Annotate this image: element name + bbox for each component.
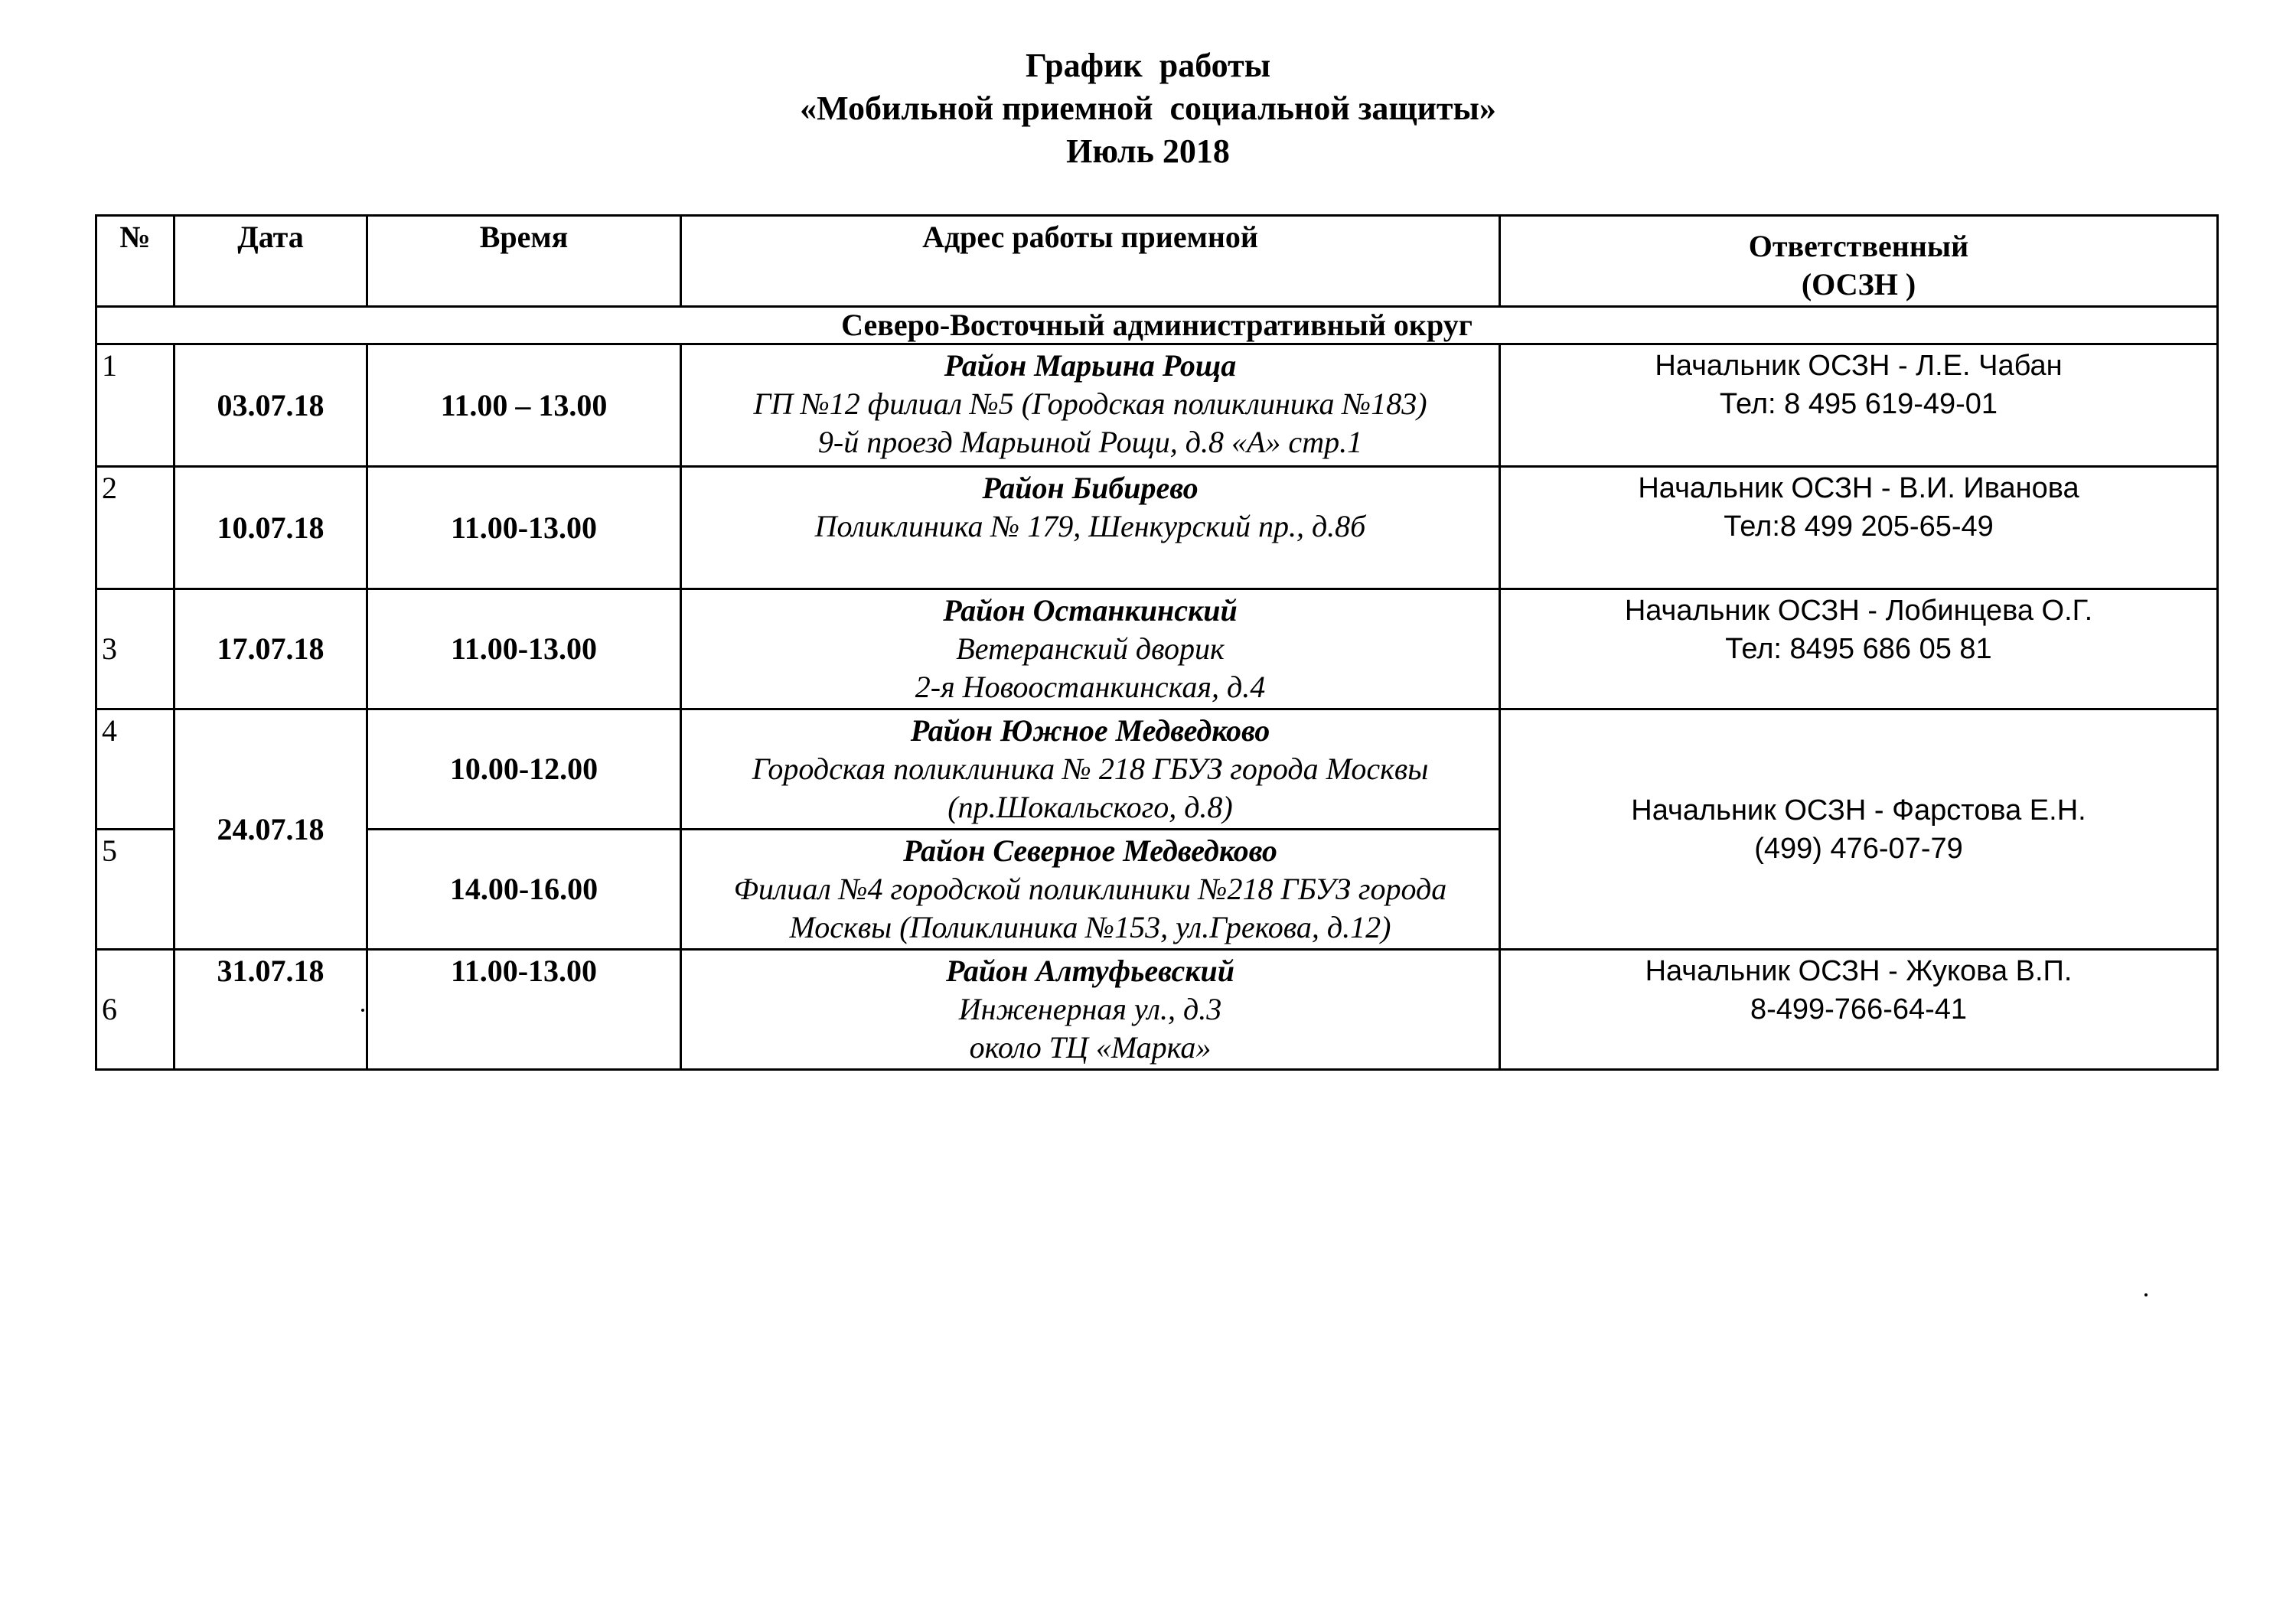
row-rayon: Район Южное Медведково — [910, 713, 1270, 748]
row-address-line-2: 2-я Новоостанкинская, д.4 — [915, 670, 1266, 704]
row-responsible-phone: 8-499-766-64-41 — [1750, 993, 1968, 1026]
row-number: 6 — [96, 950, 174, 1070]
row-responsible-name: Начальник ОСЗН - Фарстова Е.Н. — [1631, 794, 2086, 827]
row-time: 14.00-16.00 — [367, 830, 681, 950]
row-responsible — [1500, 950, 2218, 1070]
row-number: 4 — [96, 709, 174, 830]
row-address-line-2: около ТЦ «Марка» — [969, 1030, 1212, 1065]
row-rayon: Район Бибирево — [982, 471, 1199, 505]
row-number: 1 — [96, 344, 174, 467]
row-number: 5 — [96, 830, 174, 950]
row-date: 10.07.18 — [174, 467, 367, 589]
row-date: 17.07.18 — [174, 589, 367, 709]
row-address — [681, 589, 1500, 709]
row-number: 2 — [96, 467, 174, 589]
row-rayon: Район Северное Медведково — [903, 833, 1277, 868]
row-time: 11.00 – 13.00 — [367, 344, 681, 467]
row-rayon: Район Алтуфьевский — [946, 954, 1234, 988]
row-time: 11.00-13.00 — [367, 467, 681, 589]
row-responsible-name: Начальник ОСЗН - Л.Е. Чабан — [1655, 350, 2063, 382]
row-address-line-1: ГП №12 филиал №5 (Городская поликлиника №183) — [753, 386, 1427, 421]
title-line-1: График работы — [1025, 47, 1271, 84]
row-time: 11.00-13.00 — [367, 589, 681, 709]
header-address: Адрес работы приемной — [681, 216, 1500, 307]
row-number: 3 — [96, 589, 174, 709]
row-address-line-1: Филиал №4 городской поликлиники №218 ГБУЗ города — [733, 872, 1447, 906]
header-date: Дата — [174, 216, 367, 307]
row-responsible — [1500, 589, 2218, 709]
row-responsible-phone: Тел: 8495 686 05 81 — [1725, 633, 1992, 665]
table-row — [96, 589, 2218, 709]
row-address-line-2: (пр.Шокальского, д.8) — [947, 790, 1233, 824]
row-address-line-2: Москвы (Поликлиника №153, ул.Грекова, д.12) — [789, 910, 1391, 944]
scan-speck — [361, 1009, 364, 1012]
table-row — [96, 467, 2218, 589]
title-line-2: «Мобильной приемной социальной защиты» — [800, 90, 1496, 127]
row-address-line-1: Инженерная ул., д.3 — [958, 992, 1222, 1026]
header-responsible-line-2: (ОСЗН ) — [1801, 267, 1916, 302]
header-num: № — [96, 216, 174, 307]
row-address — [681, 467, 1500, 589]
scan-speck — [2144, 1293, 2148, 1296]
row-responsible-phone: Тел:8 499 205-65-49 — [1724, 510, 1994, 543]
row-responsible-phone: (499) 476-07-79 — [1754, 832, 1963, 865]
schedule-table — [95, 214, 2219, 1071]
row-date: 24.07.18 — [174, 709, 367, 950]
table-header-row — [96, 216, 2218, 307]
document-title — [0, 44, 2296, 173]
table-row — [96, 344, 2218, 467]
row-address-line-1: Поликлиника № 179, Шенкурский пр., д.8б — [814, 509, 1366, 543]
row-responsible — [1500, 344, 2218, 467]
row-address — [681, 830, 1500, 950]
row-responsible — [1500, 467, 2218, 589]
row-address-line-2: 9-й проезд Марьиной Рощи, д.8 «А» стр.1 — [817, 425, 1363, 459]
table-row — [96, 709, 2218, 830]
row-address — [681, 344, 1500, 467]
row-address-line-1: Ветеранский дворик — [956, 631, 1225, 666]
row-time: 11.00-13.00 — [367, 950, 681, 1070]
row-responsible-name: Начальник ОСЗН - Жукова В.П. — [1645, 955, 2073, 987]
row-address — [681, 709, 1500, 830]
district-row — [96, 307, 2218, 344]
row-responsible-name: Начальник ОСЗН - Лобинцева О.Г. — [1624, 595, 2093, 627]
row-rayon: Район Марьина Роща — [944, 348, 1237, 383]
row-date: 03.07.18 — [174, 344, 367, 467]
row-responsible-name: Начальник ОСЗН - В.И. Иванова — [1638, 472, 2079, 504]
header-responsible-line-1: Ответственный — [1748, 229, 1969, 263]
header-time: Время — [367, 216, 681, 307]
row-time: 10.00-12.00 — [367, 709, 681, 830]
row-responsible — [1500, 709, 2218, 950]
title-line-3: Июль 2018 — [1066, 132, 1230, 170]
row-rayon: Район Останкинский — [943, 593, 1238, 628]
district-name: Северо-Восточный административный округ — [96, 307, 2218, 344]
row-address — [681, 950, 1500, 1070]
table-row — [96, 950, 2218, 1070]
row-date: 31.07.18 — [174, 950, 367, 1070]
row-address-line-1: Городская поликлиника № 218 ГБУЗ города Москвы — [752, 752, 1429, 786]
header-responsible — [1500, 216, 2218, 307]
row-responsible-phone: Тел: 8 495 619-49-01 — [1719, 388, 1998, 420]
